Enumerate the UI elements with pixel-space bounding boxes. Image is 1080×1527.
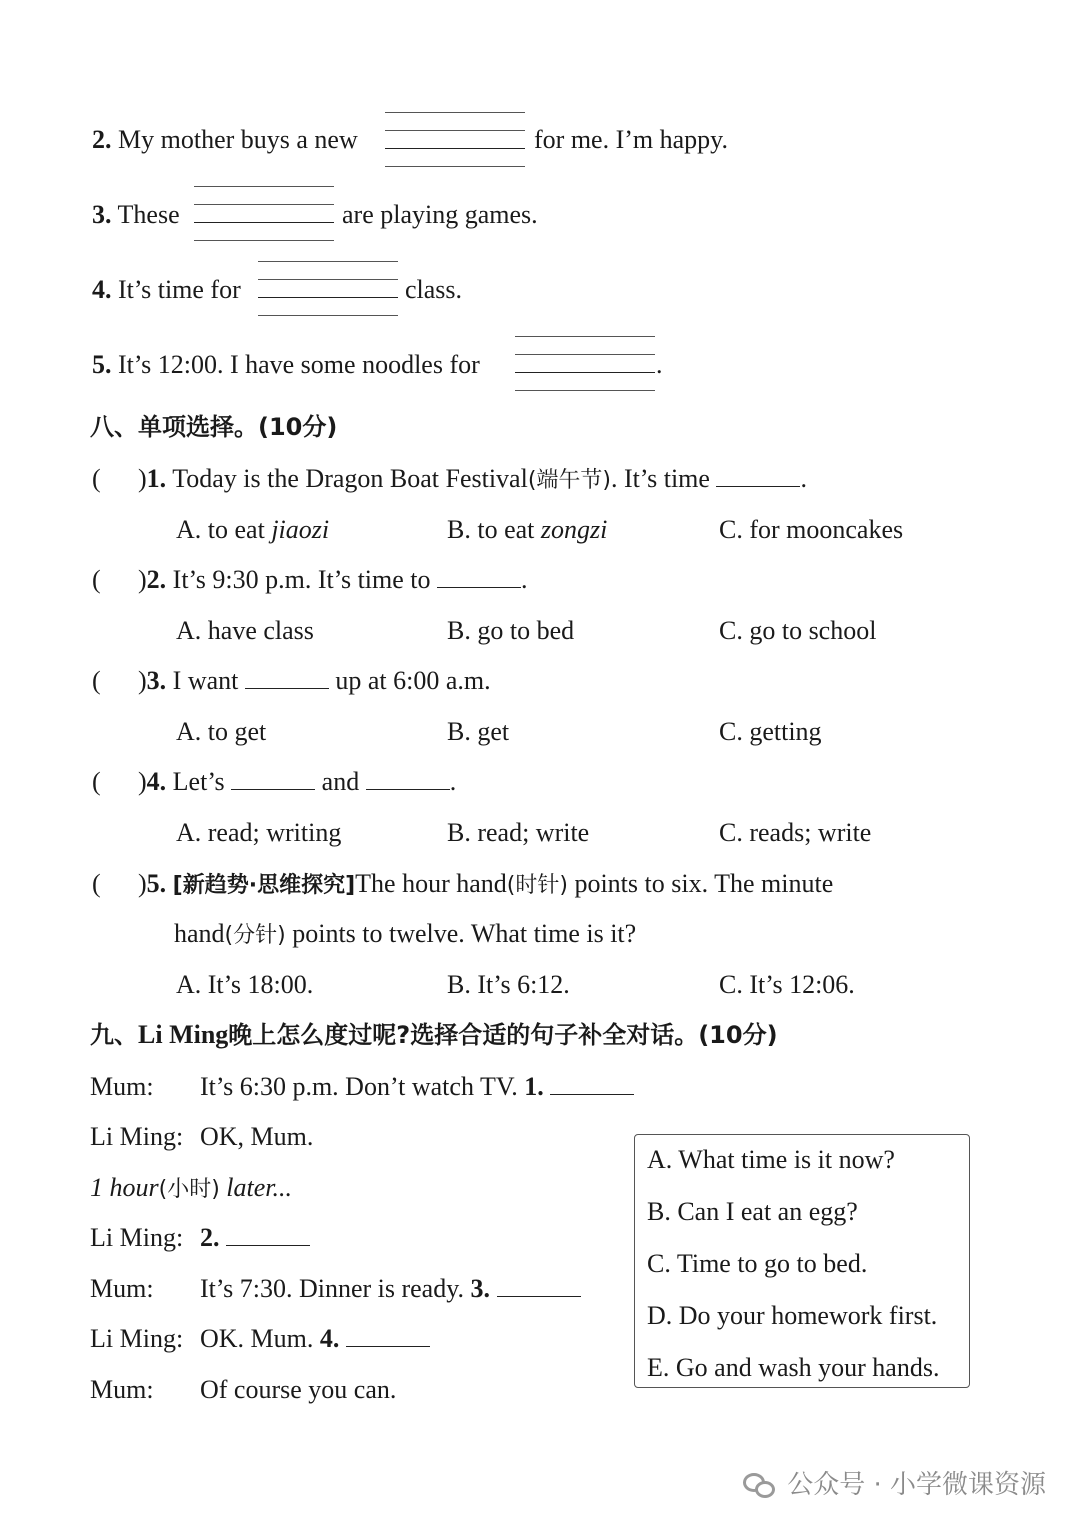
question-text: Today is the Dragon Boat Festival (172, 464, 528, 493)
q3-option-c[interactable]: C. getting (719, 717, 822, 746)
blank-number: 2. (200, 1223, 220, 1252)
question-tag: [新趋势·思维探究] (172, 873, 356, 898)
paren-close: ) (138, 767, 147, 796)
question-text: It’s 12:00. I have some noodles for (118, 350, 480, 379)
dialog-narration (90, 1172, 292, 1206)
question-text: My mother buys a new (118, 125, 358, 154)
fill-q2 (92, 124, 358, 156)
section-instruction: 晚上怎么度过呢?选择合适的句子补全对话。(10分) (228, 1021, 778, 1049)
mc-q4 (92, 766, 456, 798)
answer-blank[interactable] (716, 464, 800, 487)
question-text: I want (172, 666, 239, 695)
dialog-text: OK. Mum. (200, 1324, 314, 1353)
chinese-gloss: (时针) (506, 873, 568, 898)
writing-grid-q3[interactable] (194, 186, 334, 240)
fill-q4 (92, 274, 241, 306)
watermark (743, 1464, 1046, 1501)
q1-option-b[interactable]: B. to eat zongzi (447, 515, 608, 544)
question-text-after: up at 6:00 a.m. (335, 666, 491, 695)
writing-grid-q2[interactable] (385, 112, 525, 166)
answer-paren[interactable]: ( (92, 464, 101, 493)
question-text: Let’s (172, 767, 225, 796)
blank-number: 4. (319, 1324, 340, 1353)
dialog-line-6 (200, 1323, 430, 1355)
section9-title (90, 1019, 778, 1051)
question-number: 4. (92, 275, 112, 304)
answer-blank[interactable] (245, 666, 329, 689)
question-number: 3. (146, 666, 167, 695)
question-text-b: . It’s time (611, 464, 710, 493)
q2-option-b[interactable]: B. go to bed (447, 616, 575, 645)
question-text: It’s 9:30 p.m. It’s time to (172, 565, 431, 594)
q3-option-a[interactable]: A. to get (176, 717, 267, 746)
question-text-d: points to twelve. What time is it? (285, 919, 637, 948)
q2-option-a[interactable]: A. have class (176, 616, 314, 645)
answer-paren[interactable]: ( (92, 565, 101, 594)
dialog-line-7-speaker: Mum: (90, 1375, 154, 1404)
dialog-line-4 (200, 1222, 310, 1254)
dialog-option-d[interactable]: D. Do your homework first. (647, 1301, 938, 1330)
blank-number: 3. (470, 1274, 491, 1303)
dialog-line-6-speaker: Li Ming: (90, 1324, 184, 1353)
question-text: The hour hand (355, 869, 507, 898)
dialog-line-5 (200, 1273, 581, 1305)
fill-q2-after: for me. I’m happy. (534, 125, 728, 154)
question-text: These (117, 200, 180, 229)
question-number: 4. (146, 767, 167, 796)
dialog-line-2: OK, Mum. (200, 1122, 314, 1151)
fill-q4-after: class. (405, 275, 463, 304)
fill-q5 (92, 349, 480, 381)
writing-grid-q5[interactable] (515, 336, 655, 390)
dialog-line-4-speaker: Li Ming: (90, 1223, 184, 1252)
watermark-text: 公众号 · 小学微课资源 (787, 1470, 1046, 1500)
question-number: 5. (92, 350, 112, 379)
fill-q3 (92, 199, 180, 231)
q5-option-a[interactable]: A. It’s 18:00. (176, 970, 314, 999)
q3-option-b[interactable]: B. get (447, 717, 510, 746)
q2-option-c[interactable]: C. go to school (719, 616, 877, 645)
dialog-option-e[interactable]: E. Go and wash your hands. (647, 1353, 940, 1382)
mc-q1 (92, 463, 807, 497)
q4-option-c[interactable]: C. reads; write (719, 818, 872, 847)
dialog-option-a[interactable]: A. What time is it now? (647, 1145, 895, 1174)
question-text: It’s time for (118, 275, 241, 304)
fill-q3-after: are playing games. (342, 200, 538, 229)
answer-blank-2[interactable] (366, 767, 450, 790)
dialog-blank-3[interactable] (497, 1274, 581, 1297)
dialog-line-1-speaker: Mum: (90, 1072, 154, 1101)
dialog-option-b[interactable]: B. Can I eat an egg? (647, 1197, 858, 1226)
blank-number: 1. (524, 1072, 544, 1101)
dialog-blank-4[interactable] (346, 1324, 430, 1347)
section-number: 九、 (90, 1021, 138, 1049)
conjunction: and (321, 767, 360, 796)
mc-q5-line2 (174, 918, 636, 952)
answer-blank[interactable] (437, 565, 521, 588)
fill-q5-after: . (656, 350, 663, 379)
options-box (634, 1134, 970, 1388)
mc-q2 (92, 564, 528, 596)
q5-option-c[interactable]: C. It’s 12:06. (719, 970, 855, 999)
paren-close: ) (138, 869, 147, 898)
paren-close: ) (138, 565, 147, 594)
writing-grid-q4[interactable] (258, 261, 398, 315)
question-text-c: hand (174, 919, 225, 948)
answer-paren[interactable]: ( (92, 767, 101, 796)
dialog-line-2-speaker: Li Ming: (90, 1122, 184, 1151)
dialog-text: It’s 7:30. Dinner is ready. (200, 1274, 465, 1303)
question-number: 2. (146, 565, 167, 594)
period: . (449, 767, 457, 796)
question-text-b: points to six. The minute (567, 869, 834, 898)
q4-option-b[interactable]: B. read; write (447, 818, 590, 847)
question-number: 2. (92, 125, 112, 154)
question-number: 3. (92, 200, 112, 229)
dialog-line-7: Of course you can. (200, 1375, 397, 1404)
chinese-gloss: (小时) (158, 1177, 220, 1202)
dialog-blank-1[interactable] (550, 1072, 634, 1095)
answer-blank-1[interactable] (231, 767, 315, 790)
dialog-option-c[interactable]: C. Time to go to bed. (647, 1249, 868, 1278)
question-number: 5. (146, 869, 167, 898)
question-number: 1. (146, 464, 167, 493)
dialog-blank-2[interactable] (226, 1223, 310, 1246)
q1-option-a[interactable]: A. to eat jiaozi (176, 515, 330, 544)
period: . (521, 565, 528, 594)
paren-close: ) (138, 666, 147, 695)
narration-post: later... (219, 1173, 293, 1202)
paren-close: ) (138, 464, 147, 493)
q4-option-a[interactable]: A. read; writing (176, 818, 342, 847)
dialog-line-5-speaker: Mum: (90, 1274, 154, 1303)
chinese-gloss: (分针) (224, 923, 286, 948)
q1-option-c[interactable]: C. for mooncakes (719, 515, 904, 544)
answer-paren[interactable]: ( (92, 666, 101, 695)
dialog-line-1 (200, 1071, 634, 1103)
narration-pre: 1 hour (90, 1173, 159, 1202)
mc-q3 (92, 665, 491, 697)
mc-q5 (92, 868, 833, 902)
q5-option-b[interactable]: B. It’s 6:12. (447, 970, 570, 999)
period: . (800, 464, 807, 493)
wechat-icon (743, 1473, 777, 1499)
section8-title: 八、单项选择。(10分) (90, 413, 338, 441)
dialog-text: It’s 6:30 p.m. Don’t watch TV. (200, 1072, 518, 1101)
name-li-ming: Li Ming (138, 1020, 229, 1049)
chinese-gloss: (端午节) (527, 468, 611, 493)
answer-paren[interactable]: ( (92, 869, 101, 898)
